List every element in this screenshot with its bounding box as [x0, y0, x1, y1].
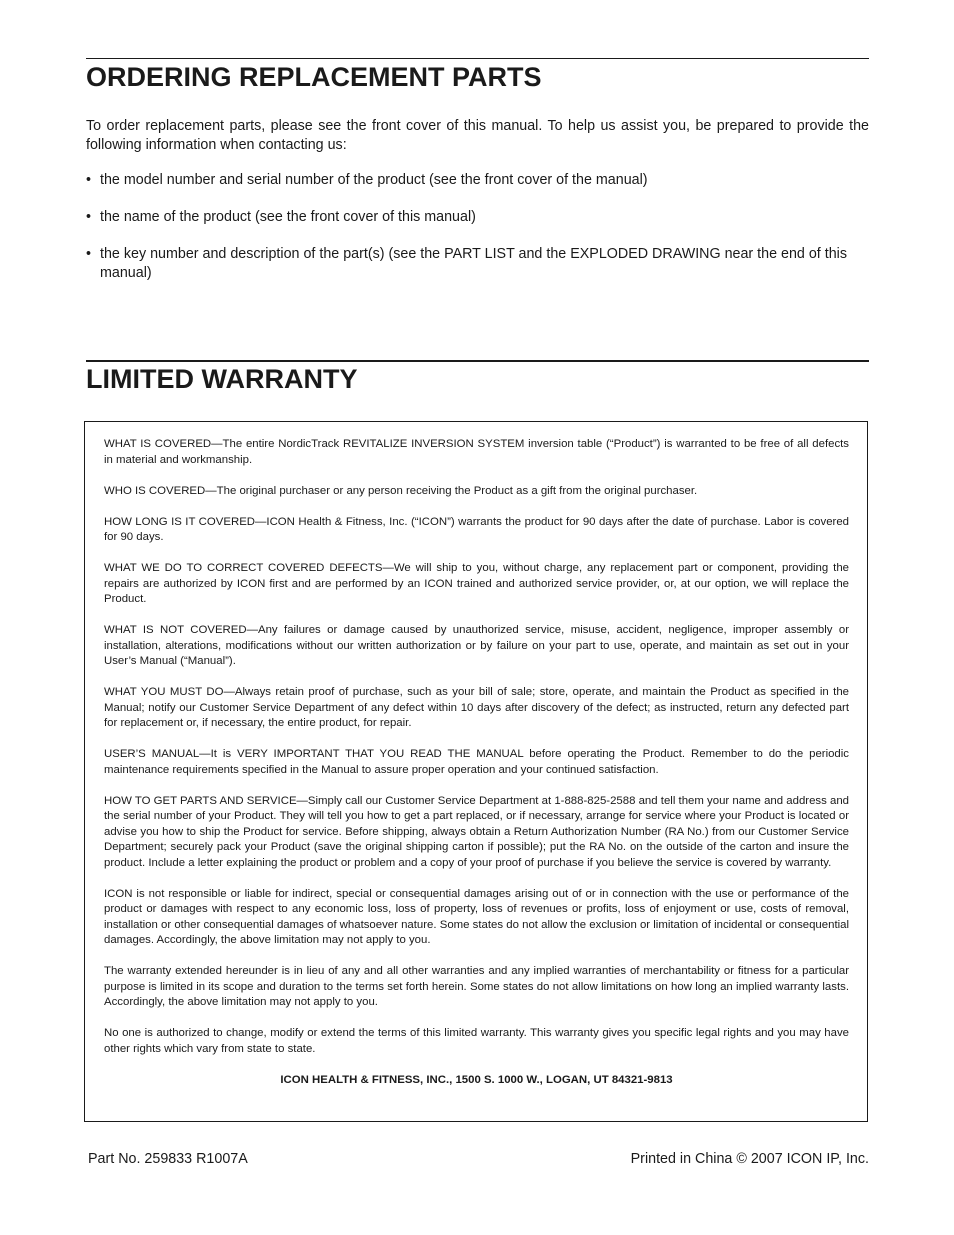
- warranty-users-manual: USER’S MANUAL—It is VERY IMPORTANT THAT YOU READ THE MANUAL before operating the Product. Remember to do the periodic maintenance requirements specified in the Manual to assure proper operation and your continued satisfaction.: [104, 748, 849, 776]
- ordering-info-list: [86, 171, 869, 301]
- warranty-body: [104, 437, 849, 1088]
- warranty-how-long: HOW LONG IS IT COVERED—ICON Health & Fitness, Inc. (“ICON”) warrants the product for 90 days after the date of purchase. Labor is covered for 90 days.: [104, 515, 849, 543]
- warranty-implied: The warranty extended hereunder is in lieu of any and all other warranties and any implied warranties of merchantability or fitness for a particular purpose is limited in its scope and duration to the terms set forth herein. Some states do not allow limitations on how long an implied warranty lasts. Accordingly, the above limitation may not apply to you.: [104, 965, 849, 1008]
- list-item-text: the name of the product (see the front cover of this manual): [100, 209, 476, 225]
- warranty-not-covered: WHAT IS NOT COVERED—Any failures or damage caused by unauthorized service, misuse, accident, negligence, improper assembly or installation, alterations, modifications without our written authorization or by failure on your part to use, operate, and maintain as set out in your User’s Manual (“Manual”).: [104, 624, 849, 667]
- warranty-divider: [86, 360, 869, 362]
- bullet-icon: •: [86, 246, 92, 262]
- warranty-liability: ICON is not responsible or liable for indirect, special or consequential damages arising out of or in connection with the use or performance of the product or damages with respect to any economic loss, loss of property, loss of revenues or profits, loss of enjoyment or use, costs of removal, installation or other consequential damages of whatsoever nature. Some states do not allow the exclusion or limitation of incidental or consequential damages. Accordingly, the above limitation may not apply to you.: [104, 887, 849, 946]
- top-divider: [86, 58, 869, 59]
- bullet-icon: •: [86, 209, 92, 225]
- ordering-intro-text: To order replacement parts, please see the front cover of this manual. To help us assist you, be prepared to provide the following information when contacting us:: [86, 118, 869, 153]
- warranty-what-is-covered: WHAT IS COVERED—The entire NordicTrack REVITALIZE INVERSION SYSTEM inversion table (“Product”) is warranted to be free of all defects in material and workmanship.: [104, 438, 849, 466]
- copyright-notice: Printed in China © 2007 ICON IP, Inc.: [630, 1151, 869, 1167]
- list-item: [86, 208, 869, 227]
- list-item: [86, 245, 869, 283]
- warranty-who-is-covered: WHO IS COVERED—The original purchaser or any person receiving the Product as a gift from the original purchaser.: [104, 484, 698, 497]
- warranty-parts-and-service: HOW TO GET PARTS AND SERVICE—Simply call our Customer Service Department at 1-888-825-2588 and tell them your name and address and the serial number of your Product. They will tell you how to get a part replaced, or if necessary, arrange for service where your Product is located or advise you how to ship the Product for service. Before shipping, always obtain a Return Authorization Number (RA No.) from our Customer Service Department; securely pack your Product (save the original shipping carton if possible); put the RA No. on the outside of the carton and insure the product. Include a letter explaining the product or problem and a copy of your proof of purchase if you believe the service is covered by warranty.: [104, 794, 849, 869]
- list-item: [86, 171, 869, 190]
- bullet-icon: •: [86, 172, 92, 188]
- warranty-correct-defects: WHAT WE DO TO CORRECT COVERED DEFECTS—We will ship to you, without charge, any replacement part or component, providing the repairs are authorized by ICON first and are performed by an ICON trained and authorized service provider, or, at our option, we will replace the Product.: [104, 562, 849, 605]
- list-item-text: the key number and description of the part(s) (see the PART LIST and the EXPLODED DRAWING near the end of this manual): [100, 246, 847, 281]
- part-number: Part No. 259833 R1007A: [88, 1151, 248, 1167]
- list-item-text: the model number and serial number of the product (see the front cover of the manual): [100, 172, 648, 188]
- warranty-what-you-must-do: WHAT YOU MUST DO—Always retain proof of purchase, such as your bill of sale; store, operate, and maintain the Product as specified in the Manual; notify our Customer Service Department of any defect within 10 days after discovery of the defect; as instructed, return any defected part for replacement or, if necessary, the entire product, for repair.: [104, 686, 849, 729]
- warranty-no-modification: No one is authorized to change, modify or extend the terms of this limited warranty. This warranty gives you specific legal rights and you may have other rights which vary from state to state.: [104, 1027, 849, 1055]
- ordering-parts-heading: ORDERING REPLACEMENT PARTS: [86, 62, 542, 92]
- limited-warranty-heading: LIMITED WARRANTY: [86, 364, 358, 394]
- company-address: ICON HEALTH & FITNESS, INC., 1500 S. 1000 W., LOGAN, UT 84321-9813: [280, 1073, 673, 1086]
